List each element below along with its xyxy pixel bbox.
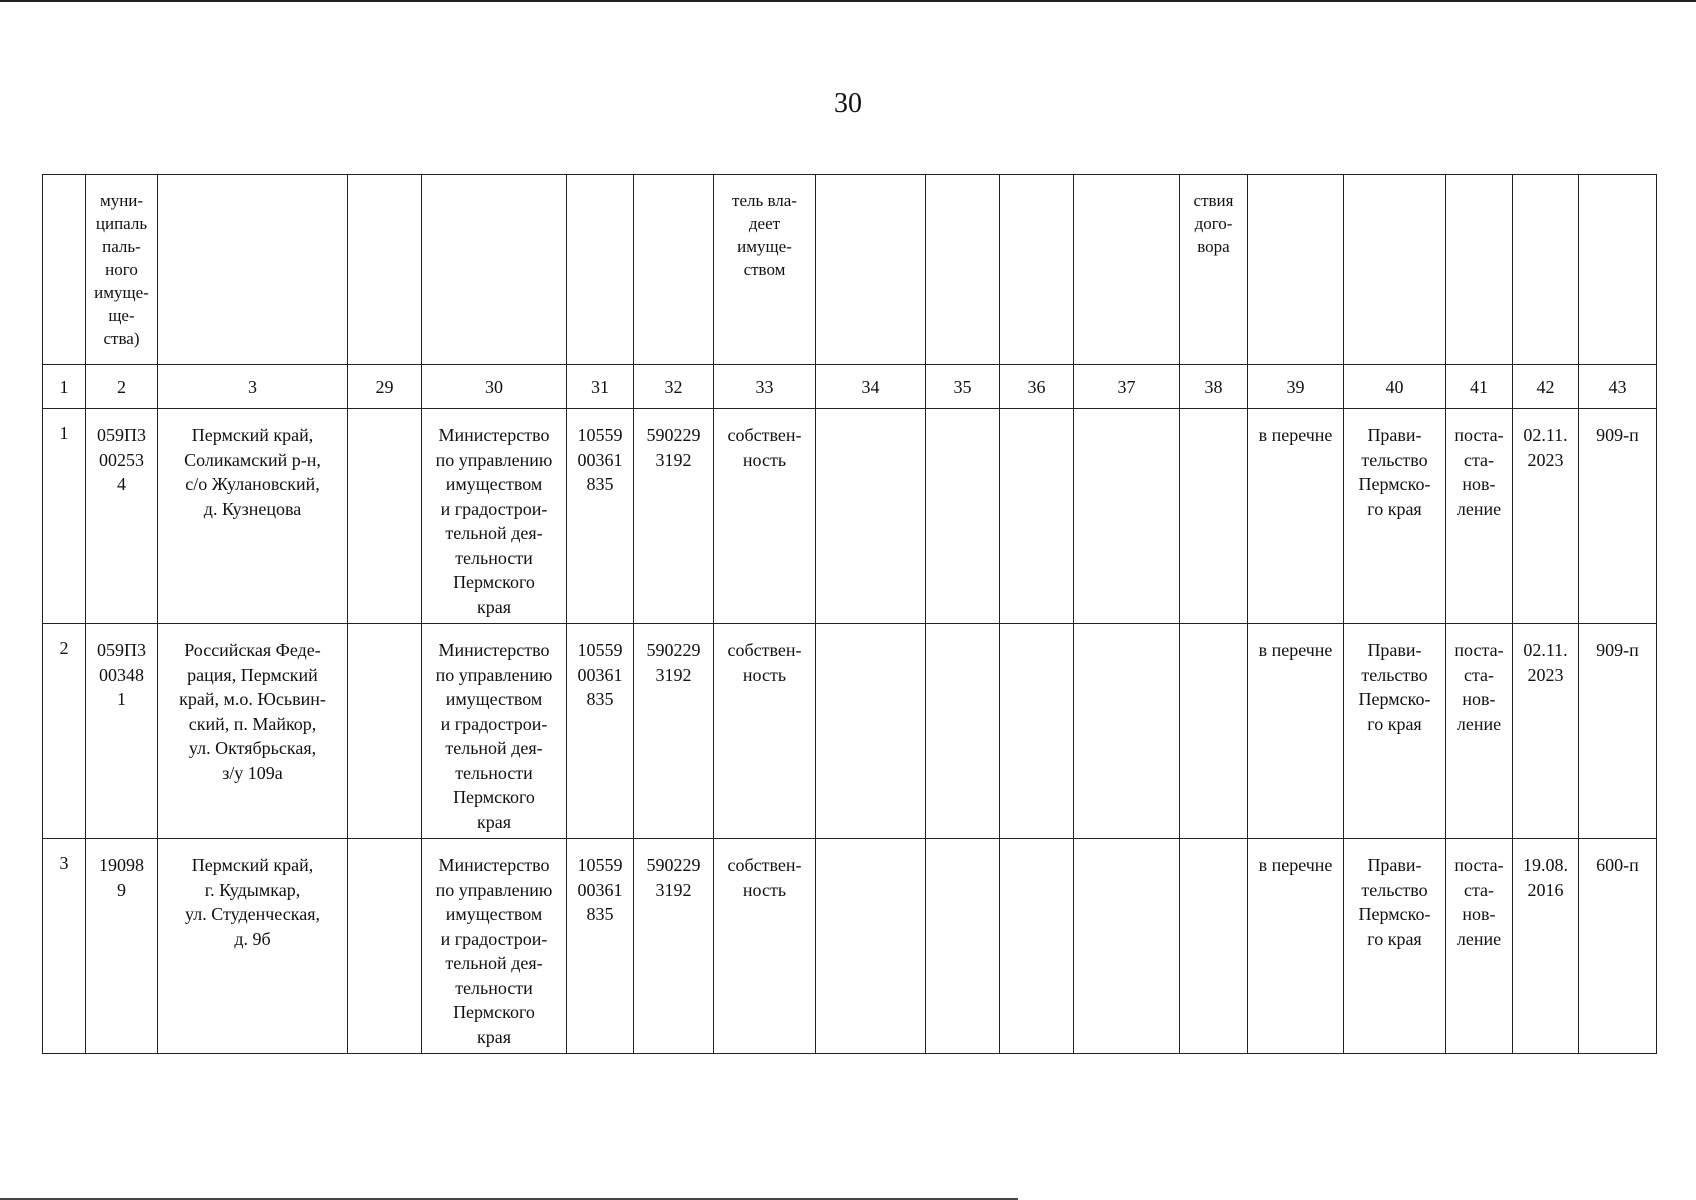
table-cell xyxy=(1074,409,1180,624)
header-cell xyxy=(634,175,714,365)
table-cell xyxy=(1074,624,1180,839)
document-number-cell: 600-п xyxy=(1579,839,1657,1054)
column-number: 42 xyxy=(1513,365,1579,409)
registry-number-cell: 059П3 00348 1 xyxy=(86,624,158,839)
document-type-cell: поста- ста- нов- ление xyxy=(1446,409,1513,624)
column-number: 39 xyxy=(1248,365,1344,409)
document-date-cell: 02.11. 2023 xyxy=(1513,409,1579,624)
row-number: 3 xyxy=(43,839,86,1054)
header-cell: муни- ципаль паль- ного имуще- ще- ства) xyxy=(86,175,158,365)
table-row xyxy=(43,409,1657,624)
document-number-cell: 909-п xyxy=(1579,409,1657,624)
column-number: 32 xyxy=(634,365,714,409)
property-register-table xyxy=(42,174,1657,1054)
header-cell xyxy=(158,175,348,365)
header-continuation-row xyxy=(43,175,1657,365)
address-cell: Пермский край, г. Кудымкар, ул. Студенческая, д. 9б xyxy=(158,839,348,1054)
authority-cell: Прави- тельство Пермско- го края xyxy=(1344,624,1446,839)
column-number: 38 xyxy=(1180,365,1248,409)
column-number: 43 xyxy=(1579,365,1657,409)
table-cell xyxy=(1000,839,1074,1054)
authority-cell: Прави- тельство Пермско- го края xyxy=(1344,839,1446,1054)
header-cell xyxy=(1446,175,1513,365)
holder-cell: Министерство по управлению имуществом и градострои- тельной дея- тельности Пермского края xyxy=(422,409,567,624)
header-cell xyxy=(1513,175,1579,365)
column-number: 37 xyxy=(1074,365,1180,409)
status-cell: в перечне xyxy=(1248,624,1344,839)
ogrn-cell: 10559 00361 835 xyxy=(567,839,634,1054)
right-type-cell: собствен- ность xyxy=(714,839,816,1054)
table-cell xyxy=(1180,409,1248,624)
row-number: 1 xyxy=(43,409,86,624)
header-cell xyxy=(1074,175,1180,365)
registry-number-cell: 19098 9 xyxy=(86,839,158,1054)
column-number: 41 xyxy=(1446,365,1513,409)
header-cell xyxy=(348,175,422,365)
table-cell xyxy=(1000,409,1074,624)
column-number: 34 xyxy=(816,365,926,409)
header-cell xyxy=(567,175,634,365)
column-number-row xyxy=(43,365,1657,409)
column-number: 1 xyxy=(43,365,86,409)
document-date-cell: 02.11. 2023 xyxy=(1513,624,1579,839)
right-type-cell: собствен- ность xyxy=(714,409,816,624)
status-cell: в перечне xyxy=(1248,839,1344,1054)
table-row xyxy=(43,624,1657,839)
header-cell xyxy=(1579,175,1657,365)
right-type-cell: собствен- ность xyxy=(714,624,816,839)
table-cell xyxy=(1000,624,1074,839)
table-cell xyxy=(816,839,926,1054)
scan-top-edge xyxy=(0,0,1696,2)
document-type-cell: поста- ста- нов- ление xyxy=(1446,624,1513,839)
header-cell: ствия дого- вора xyxy=(1180,175,1248,365)
column-number: 40 xyxy=(1344,365,1446,409)
table-cell xyxy=(926,409,1000,624)
column-number: 30 xyxy=(422,365,567,409)
document-date-cell: 19.08. 2016 xyxy=(1513,839,1579,1054)
inn-cell: 590229 3192 xyxy=(634,624,714,839)
column-number: 31 xyxy=(567,365,634,409)
document-type-cell: поста- ста- нов- ление xyxy=(1446,839,1513,1054)
row-number: 2 xyxy=(43,624,86,839)
column-number: 33 xyxy=(714,365,816,409)
registry-number-cell: 059П3 00253 4 xyxy=(86,409,158,624)
table-cell xyxy=(348,409,422,624)
table-cell xyxy=(1180,839,1248,1054)
column-number: 36 xyxy=(1000,365,1074,409)
column-number: 3 xyxy=(158,365,348,409)
table-cell xyxy=(926,839,1000,1054)
header-cell xyxy=(816,175,926,365)
column-number: 35 xyxy=(926,365,1000,409)
table-cell xyxy=(1180,624,1248,839)
header-cell xyxy=(43,175,86,365)
authority-cell: Прави- тельство Пермско- го края xyxy=(1344,409,1446,624)
table-cell xyxy=(348,839,422,1054)
header-cell xyxy=(926,175,1000,365)
address-cell: Пермский край, Соликамский р-н, с/о Жулановский, д. Кузнецова xyxy=(158,409,348,624)
table-cell xyxy=(348,624,422,839)
header-cell xyxy=(422,175,567,365)
inn-cell: 590229 3192 xyxy=(634,409,714,624)
document-number-cell: 909-п xyxy=(1579,624,1657,839)
table-cell xyxy=(1074,839,1180,1054)
header-cell xyxy=(1344,175,1446,365)
header-cell: тель вла- деет имуще- ством xyxy=(714,175,816,365)
inn-cell: 590229 3192 xyxy=(634,839,714,1054)
ogrn-cell: 10559 00361 835 xyxy=(567,624,634,839)
table-row xyxy=(43,839,1657,1054)
header-cell xyxy=(1000,175,1074,365)
holder-cell: Министерство по управлению имуществом и градострои- тельной дея- тельности Пермского края xyxy=(422,839,567,1054)
table-cell xyxy=(816,624,926,839)
ogrn-cell: 10559 00361 835 xyxy=(567,409,634,624)
holder-cell: Министерство по управлению имуществом и градострои- тельной дея- тельности Пермского края xyxy=(422,624,567,839)
table-cell xyxy=(926,624,1000,839)
column-number: 29 xyxy=(348,365,422,409)
header-cell xyxy=(1248,175,1344,365)
table-cell xyxy=(816,409,926,624)
page-number: 30 xyxy=(834,88,862,119)
column-number: 2 xyxy=(86,365,158,409)
address-cell: Российская Феде- рация, Пермский край, м.о. Юсьвин- ский, п. Майкор, ул. Октябрьская, з/у 109а xyxy=(158,624,348,839)
status-cell: в перечне xyxy=(1248,409,1344,624)
